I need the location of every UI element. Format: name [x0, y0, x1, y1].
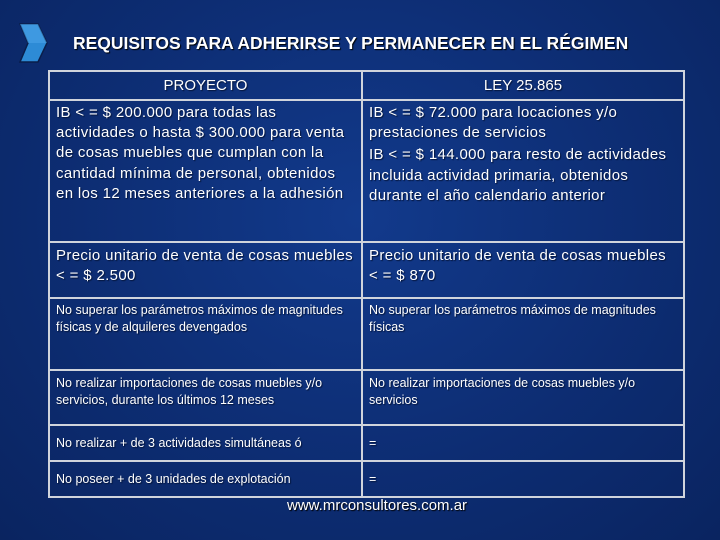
- table-row: [49, 298, 684, 370]
- cell-proyecto: IB < = $ 200.000 para todas las actividades o hasta $ 300.000 para venta de cosas muebles que cumplan con la cantidad mínima de personal, obtenidos en los 12 meses anteriores a la adhesión: [49, 100, 362, 242]
- cell-ley: No superar los parámetros máximos de magnitudes físicas: [362, 298, 684, 370]
- cell-ley-paragraph: IB < = $ 72.000 para locaciones y/o prestaciones de servicios: [369, 104, 618, 142]
- cell-proyecto: No realizar importaciones de cosas muebles y/o servicios, durante los últimos 12 meses: [49, 370, 362, 425]
- table-row: [49, 242, 684, 298]
- website-link[interactable]: www.mrconsultores.com.ar: [287, 497, 468, 514]
- table-row: [49, 425, 684, 461]
- header-proyecto: PROYECTO: [49, 71, 362, 100]
- cell-ley: =: [362, 425, 684, 461]
- cell-proyecto: No poseer + de 3 unidades de explotación: [49, 461, 362, 497]
- cell-proyecto: No superar los parámetros máximos de magnitudes físicas y de alquileres devengados: [49, 298, 362, 370]
- cell-proyecto: Precio unitario de venta de cosas muebles < = $ 2.500: [49, 242, 362, 298]
- table-row: [49, 370, 684, 425]
- cell-ley-paragraph: IB < = $ 144.000 para resto de actividades incluida actividad primaria, obtenidos durante el año calendario anterior: [369, 146, 667, 204]
- cell-ley: Precio unitario de venta de cosas muebles < = $ 870: [362, 242, 684, 298]
- cell-ley: [362, 100, 684, 242]
- table-row: [49, 461, 684, 497]
- table-row: [49, 100, 684, 242]
- cell-ley: =: [362, 461, 684, 497]
- slide-title: REQUISITOS PARA ADHERIRSE Y PERMANECER EN EL RÉGIMEN: [73, 33, 629, 53]
- cell-proyecto: No realizar + de 3 actividades simultáneas ó: [49, 425, 362, 461]
- cell-ley: No realizar importaciones de cosas muebles y/o servicios: [362, 370, 684, 425]
- requirements-table: [48, 70, 685, 498]
- header-ley: LEY 25.865: [362, 71, 684, 100]
- table-header-row: [49, 71, 684, 100]
- arrow-pentagon-icon: [18, 18, 48, 68]
